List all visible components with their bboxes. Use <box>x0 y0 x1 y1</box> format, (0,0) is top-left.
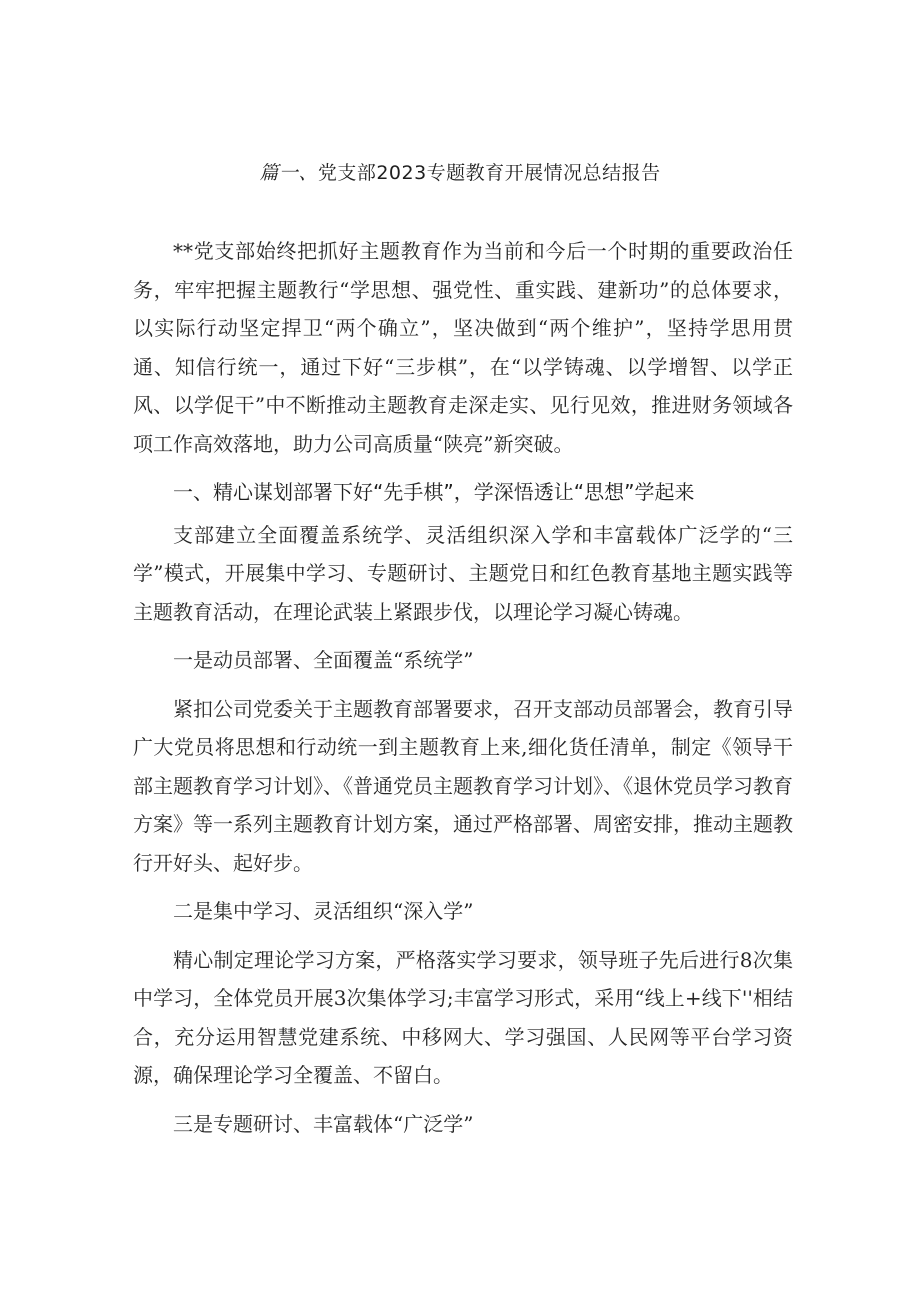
subsection-1-paragraph: 紧扣公司党委关于主题教育部署要求，召开支部动员部署会，教育引导广大党员将思想和行动统一到主题教育上来,细化货任清单，制定《领导干部主题教育学习计划》、《普通党员主题教育学习计划》、《退休党员学习教育方案》等一系列主题教育计划方案，通过严格部署、周密安排，推动主题教行开好头、起好步。 <box>133 696 793 875</box>
document-body <box>133 232 793 1153</box>
subheading-3: 三是专题研讨、丰富载体“广泛学” <box>173 1111 474 1136</box>
intro-paragraph: **党支部始终把抓好主题教育作为当前和今后一个时期的重要政治任务，牢牢把握主题教行“学思想、强党性、重实践、建新功”的总体要求，以实际行动坚定捍卫“两个确立”，坚决做到“两个维护”，坚持学思用贯通、知信行统一，通过下好“三步棋”，在“以学铸魂、以学增智、以学正风、以学促干”中不断推动主题教育走深走实、见行见效，推进财务领域各项工作高效落地，助力公司高质量“陕亮”新突破。 <box>133 239 793 456</box>
title-text: 党支部2023专题教育开展情况总结报告 <box>317 162 661 184</box>
document-title <box>0 158 920 185</box>
subsection-2-paragraph: 精心制定理论学习方案，严格落实学习要求，领导班子先后进行8次集中学习，全体党员开展3次集体学习;丰富学习形式，采用“线上+线下''相结合，充分运用智慧党建系统、中移网大、学习强国、人民网等平台学习资源，确保理论学习全覆盖、不留白。 <box>133 947 793 1087</box>
section-1-paragraph: 支部建立全面覆盖系统学、灵活组织深入学和丰富载体广泛学的“三学”模式，开展集中学习、专题研讨、主题党日和红色教育基地主题实践等主题教育活动，在理论武装上紧跟步伐，以理论学习凝心铸魂。 <box>133 522 793 624</box>
subheading-1: 一是动员部署、全面覆盖“系统学” <box>173 648 474 672</box>
subheading-2: 二是集中学习、灵活组织“深入学” <box>173 899 474 923</box>
section-heading-1: 一、精心谋划部署下好“先手棋”，学深悟透让“思想”学起来 <box>173 480 695 504</box>
title-lead: 篇一、 <box>259 162 318 184</box>
